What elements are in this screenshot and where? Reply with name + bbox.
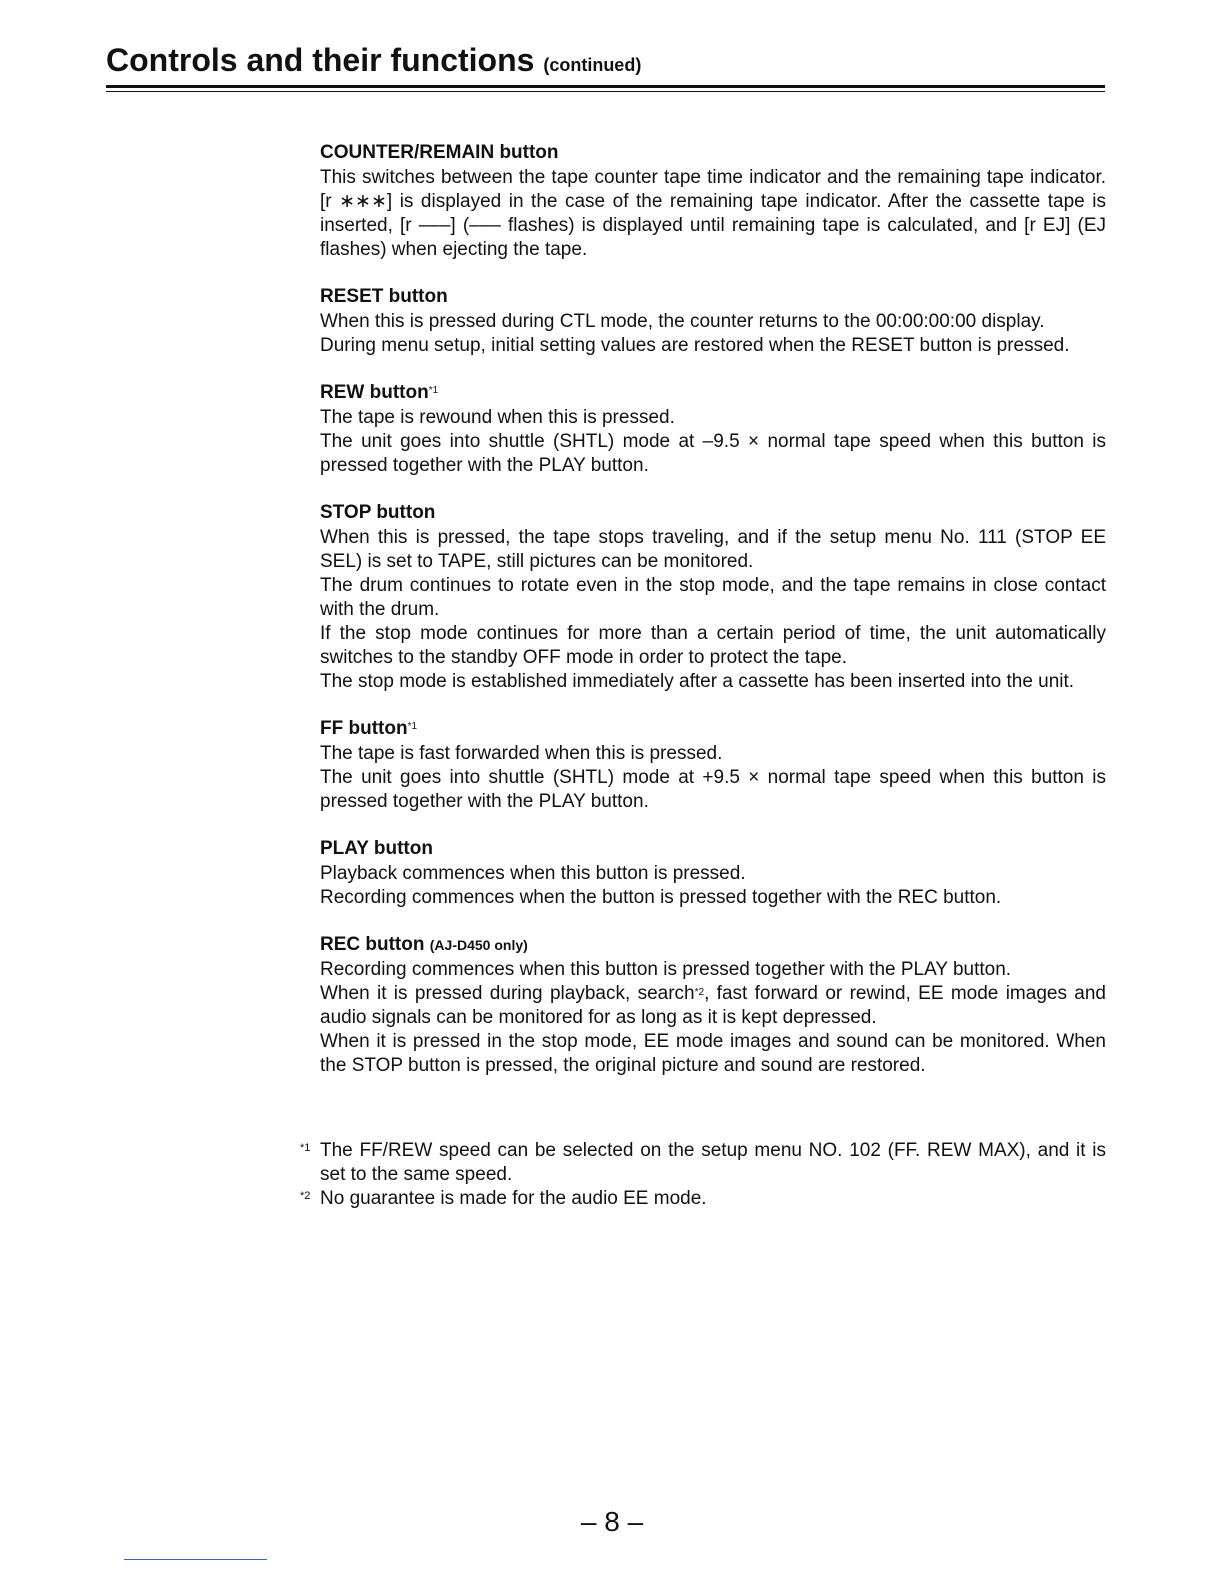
content-body bbox=[320, 140, 1106, 1100]
section-paragraph bbox=[320, 982, 1106, 1030]
section-heading bbox=[320, 932, 1106, 958]
section-heading: COUNTER/REMAIN button bbox=[320, 142, 559, 163]
page-title bbox=[106, 40, 1105, 85]
footnote-ref: *1 bbox=[428, 385, 439, 396]
section-counter-remain bbox=[320, 140, 1106, 262]
section-paragraph: Recording commences when the button is pressed together with the REC button. bbox=[320, 887, 1002, 908]
header-rule-thick bbox=[106, 85, 1105, 88]
section-paragraph: The unit goes into shuttle (SHTL) mode at –9.5 × normal tape speed when this button is pressed together with the PLAY button. bbox=[320, 431, 1106, 476]
page-title-continued: (continued) bbox=[543, 55, 642, 75]
section-paragraph: The tape is fast forwarded when this is pressed. bbox=[320, 743, 723, 764]
footnote bbox=[300, 1139, 1106, 1187]
section-heading bbox=[320, 380, 1106, 406]
section-rec bbox=[320, 932, 1106, 1078]
section-play bbox=[320, 836, 1106, 910]
section-paragraph: The stop mode is established immediately after a cassette has been inserted into the unit. bbox=[320, 671, 1075, 692]
section-paragraph: Playback commences when this button is pressed. bbox=[320, 863, 746, 884]
section-reset bbox=[320, 284, 1106, 358]
footnote-ref: *2 bbox=[694, 987, 705, 998]
heading-text: FF button bbox=[320, 718, 408, 739]
header-rule-thin bbox=[106, 91, 1105, 92]
section-heading bbox=[320, 716, 1106, 742]
section-paragraph: When it is pressed in the stop mode, EE mode images and sound can be monitored. When the STOP button is pressed, the original picture and sound are restored. bbox=[320, 1031, 1106, 1076]
section-heading: STOP button bbox=[320, 502, 436, 523]
bottom-link-underline bbox=[124, 1559, 267, 1560]
section-paragraph: Recording commences when this button is pressed together with the PLAY button. bbox=[320, 959, 1012, 980]
section-paragraph: The drum continues to rotate even in the stop mode, and the tape remains in close contact with the drum. bbox=[320, 575, 1106, 620]
page-title-text: Controls and their functions bbox=[106, 42, 535, 78]
section-stop bbox=[320, 500, 1106, 694]
section-paragraph: When this is pressed during CTL mode, the counter returns to the 00:00:00:00 display. bbox=[320, 311, 1045, 332]
footnote-text: No guarantee is made for the audio EE mode. bbox=[320, 1188, 707, 1209]
heading-note: (AJ-D450 only) bbox=[429, 937, 528, 953]
paragraph-text: , fast forward or rewind, EE mode images and audio signals can be monitored for as long as it is kept depressed. bbox=[320, 983, 1106, 1028]
section-rew bbox=[320, 380, 1106, 478]
section-heading: RESET button bbox=[320, 286, 448, 307]
section-paragraph: When this is pressed, the tape stops traveling, and if the setup menu No. 111 (STOP EE SEL) is set to TAPE, still pictures can be monitored. bbox=[320, 527, 1106, 572]
heading-text: REC button bbox=[320, 934, 425, 955]
section-paragraph: The unit goes into shuttle (SHTL) mode at +9.5 × normal tape speed when this button is pressed together with the PLAY button. bbox=[320, 767, 1106, 812]
footnote bbox=[300, 1187, 1106, 1211]
footnote-mark: *1 bbox=[300, 1142, 311, 1154]
page-header bbox=[106, 40, 1105, 92]
page-number: – 8 – bbox=[580, 1506, 644, 1537]
heading-text: REW button bbox=[320, 382, 429, 403]
footnote-text: The FF/REW speed can be selected on the setup menu NO. 102 (FF. REW MAX), and it is set to the same speed. bbox=[320, 1140, 1106, 1185]
section-ff bbox=[320, 716, 1106, 814]
paragraph-text: When it is pressed during playback, search bbox=[320, 983, 695, 1004]
section-paragraph: This switches between the tape counter tape time indicator and the remaining tape indicator. [r ∗∗∗] is displayed in the case of the remaining tape indicator. After the cassette tape is inserted, [r –––] (––– flashes) is displayed until remaining tape is calculated, and [r EJ] (EJ flashes) when ejecting the tape. bbox=[320, 167, 1106, 260]
section-heading: PLAY button bbox=[320, 838, 433, 859]
footnotes bbox=[300, 1139, 1106, 1211]
section-paragraph: The tape is rewound when this is pressed. bbox=[320, 407, 675, 428]
footnote-mark: *2 bbox=[300, 1190, 311, 1202]
section-paragraph: If the stop mode continues for more than a certain period of time, the unit automatically switches to the standby OFF mode in order to protect the tape. bbox=[320, 623, 1106, 668]
footnote-ref: *1 bbox=[407, 721, 418, 732]
section-paragraph: During menu setup, initial setting values are restored when the RESET button is pressed. bbox=[320, 335, 1070, 356]
